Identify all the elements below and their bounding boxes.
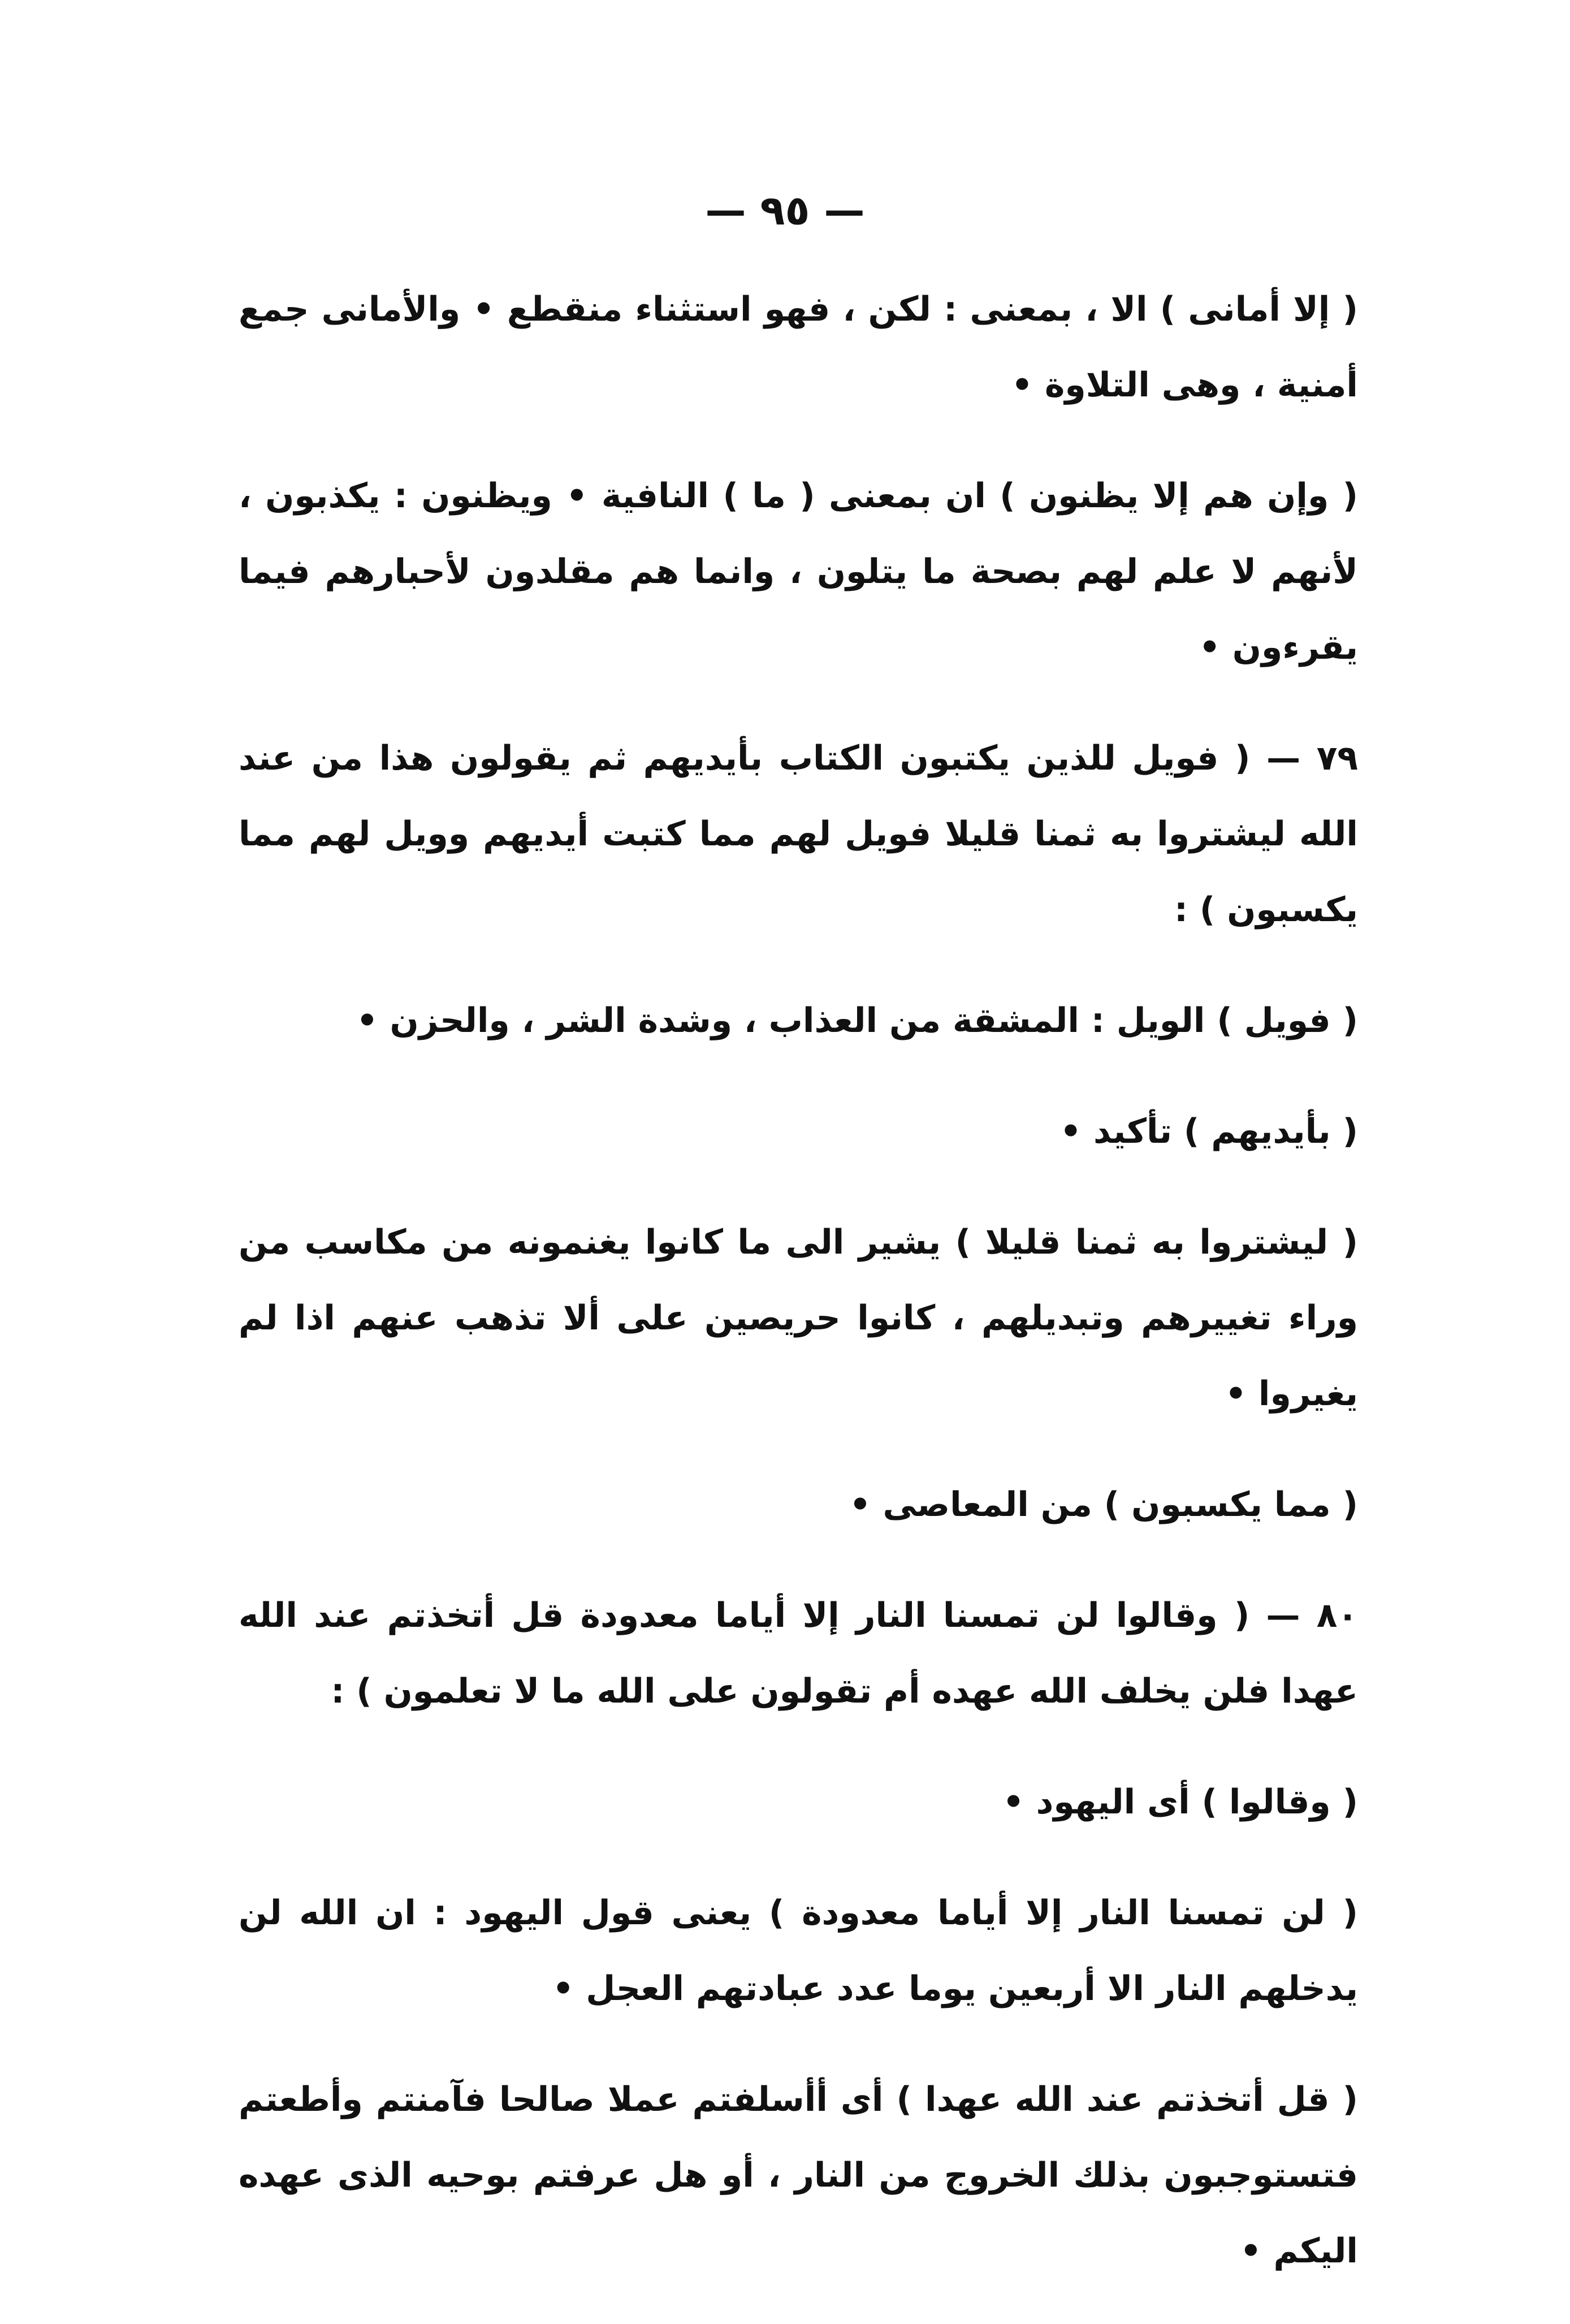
verse-79: ٧٩ — ( فويل للذين يكتبون الكتاب بأيديهم ثم يقولون هذا من عند الله ليشتروا به ثمنا قليلا فويل لهم مما كتبت أيديهم وويل لهم مما يكسبون ) : — [239, 738, 1358, 930]
paragraph-mimma-yaksibun: ( مما يكسبون ) من المعاصى • — [849, 1485, 1358, 1524]
page-number: — ٩٥ — — [705, 187, 865, 234]
paragraph-yazunnun: ( وإن هم إلا يظنون ) ان بمعنى ( ما ) النافية • ويظنون : يكذبون ، لأنهم لا علم لهم بصحة ما يتلون ، وانما هم مقلدون لأحبارهم فيما يقرءون • — [239, 476, 1358, 667]
paragraph-attakhadhtum: ( قل أتخذتم عند الله عهدا ) أى أأسلفتم عملا صالحا فآمنتم وأطعتم فتستوجبون بذلك الخروج من النار ، أو هل عرفتم بوحيه الذى عهده اليكم • — [239, 2080, 1358, 2271]
paragraph-biaydihim: ( بأيديهم ) تأكيد • — [1059, 1112, 1358, 1151]
paragraph-amani: ( إلا أمانى ) الا ، بمعنى : لكن ، فهو استثناء منقطع • والأمانى جمع أمنية ، وهى التلاوة • — [239, 290, 1358, 405]
paragraph-qalu: ( وقالوا ) أى اليهود • — [1002, 1782, 1358, 1822]
verse-80: ٨٠ — ( وقالوا لن تمسنا النار إلا أياما معدودة قل أتخذتم عند الله عهدا فلن يخلف الله عهده أم تقولون على الله ما لا تعلمون ) : — [239, 1596, 1358, 1711]
page-body — [239, 271, 1358, 2324]
paragraph-lan-tamassana: ( لن تمسنا النار إلا أياما معدودة ) يعنى قول اليهود : ان الله لن يدخلهم النار الا أربعين يوما عدد عبادتهم العجل • — [239, 1893, 1358, 2008]
paragraph-wayl: ( فويل ) الويل : المشقة من العذاب ، وشدة الشر ، والحزن • — [356, 1001, 1358, 1040]
paragraph-liyashtaru: ( ليشتروا به ثمنا قليلا ) يشير الى ما كانوا يغنمونه من مكاسب من وراء تغييرهم وتبديلهم ، كانوا حريصين على ألا تذهب عنهم اذا لم يغيروا • — [239, 1223, 1358, 1414]
